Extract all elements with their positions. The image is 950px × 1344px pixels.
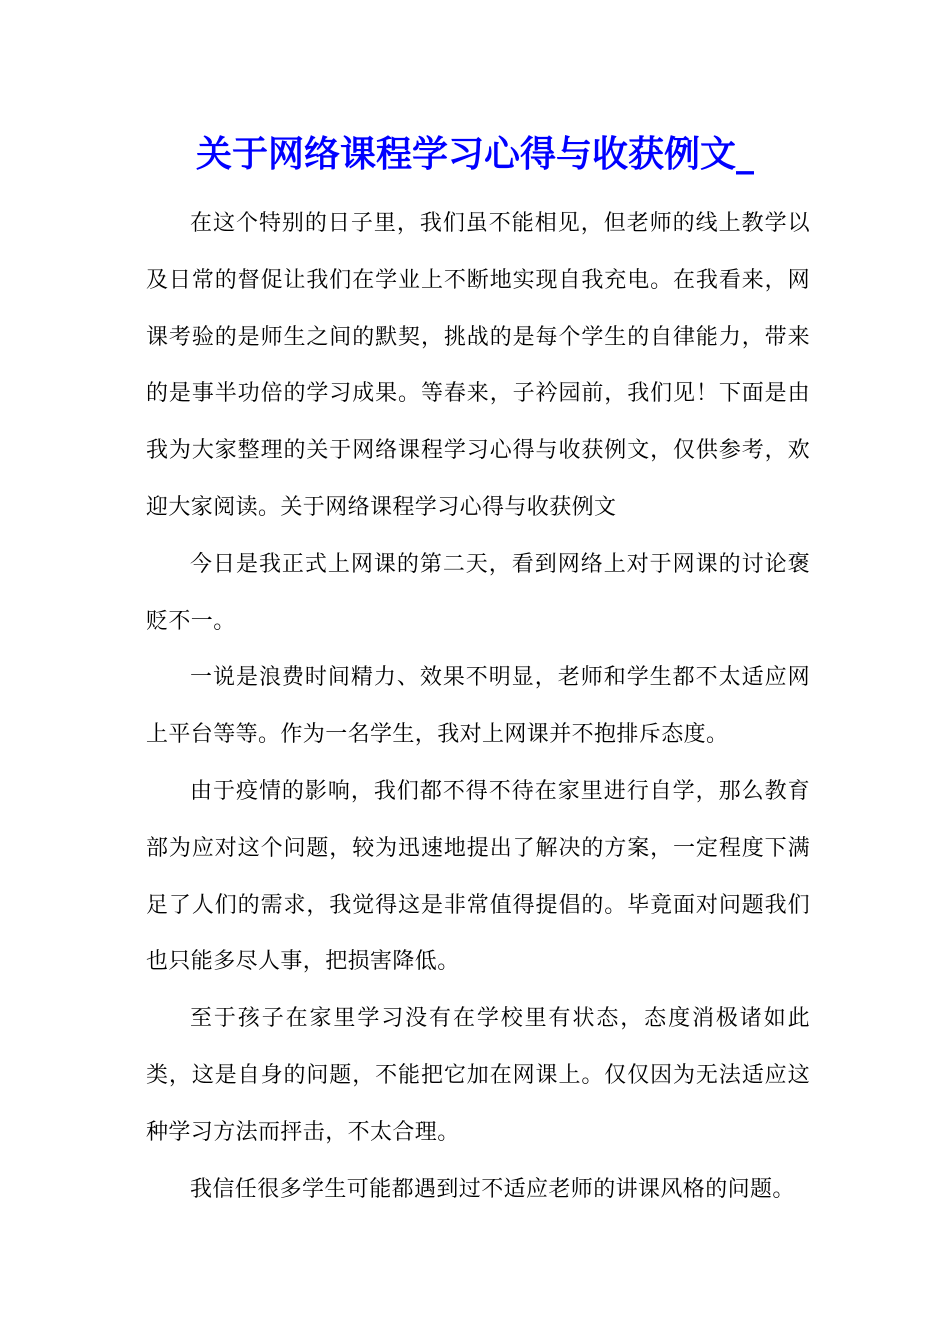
document-title: 关于网络课程学习心得与收获例文_ — [195, 133, 754, 175]
paragraph-self-discipline: 至于孩子在家里学习没有在学校里有状态，态度消极诸如此类，这是自身的问题，不能把它加在网课上。仅仅因为无法适应这种学习方法而抨击，不太合理。 — [146, 1006, 810, 1145]
paragraph-epidemic: 由于疫情的影响，我们都不得不待在家里进行自学，那么教育部为应对这个问题，较为迅速地提出了解决的方案，一定程度下满足了人们的需求，我觉得这是非常值得提倡的。毕竟面对问题我们也只能多尽人事，把损害降低。 — [146, 778, 810, 975]
document-body — [146, 196, 810, 1218]
paragraph-second-day: 今日是我正式上网课的第二天，看到网络上对于网课的讨论褒贬不一。 — [146, 551, 810, 634]
paragraph-criticism: 一说是浪费时间精力、效果不明显，老师和学生都不太适应网上平台等等。作为一名学生，我对上网课并不抱排斥态度。 — [146, 665, 810, 748]
paragraph-teaching-style: 我信任很多学生可能都遇到过不适应老师的讲课风格的问题。 — [190, 1176, 795, 1202]
paragraph-intro: 在这个特别的日子里，我们虽不能相见，但老师的线上教学以及日常的督促让我们在学业上不断地实现自我充电。在我看来，网课考验的是师生之间的默契，挑战的是每个学生的自律能力，带来的是事半功倍的学习成果。等春来，子衿园前，我们见！下面是由我为大家整理的关于网络课程学习心得与收获例文，仅供参考，欢迎大家阅读。关于网络课程学习心得与收获例文 — [146, 211, 810, 520]
